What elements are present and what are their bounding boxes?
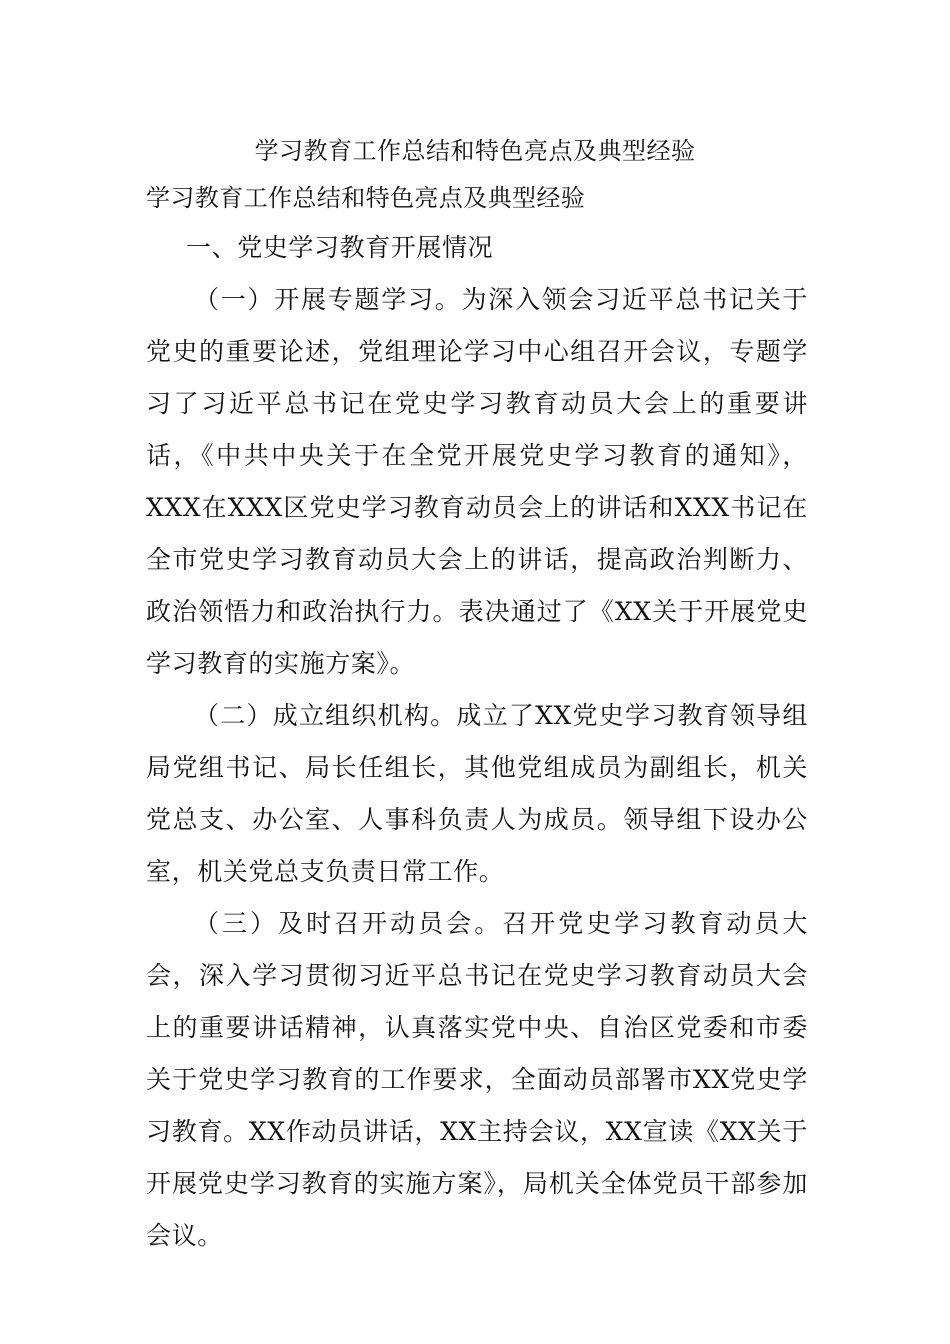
paragraph-study: （一）开展专题学习。为深入领会习近平总书记关于党史的重要论述，党组理论学习中心组召开会议，专题学习了习近平总书记在党史学习教育动员大会上的重要讲话，《中共中央关于在全党开展党史学习教育的通知》，XXX在XXX区党史学习教育动员会上的讲话和XXX书记在全市党史学习教育动员大会上的讲话，提高政治判断力、政治领悟力和政治执行力。表决通过了《XX关于开展党史学习教育的实施方案》。	[146, 285, 808, 678]
section-heading: 一、党史学习教育开展情况	[186, 233, 494, 262]
paragraph-organization: （二）成立组织机构。成立了XX党史学习教育领导组局党组书记、局长任组长，其他党组成员为副组长，机关党总支、办公室、人事科负责人为成员。领导组下设办公室，机关党总支负责日常工作。	[146, 701, 808, 886]
document-subtitle: 学习教育工作总结和特色亮点及典型经验	[146, 184, 586, 212]
paragraph-mobilization: （三）及时召开动员会。召开党史学习教育动员大会，深入学习贯彻习近平总书记在党史学习教育动员大会上的重要讲话精神，认真落实党中央、自治区党委和市委关于党史学习教育的工作要求，全面动员部署市XX党史学习教育。XX作动员讲话，XX主持会议，XX宣读《XX关于开展党史学习教育的实施方案》，局机关全体党员干部参加会议。	[146, 909, 808, 1250]
document-title: 学习教育工作总结和特色亮点及典型经验	[254, 137, 696, 165]
document-body	[146, 181, 808, 1262]
